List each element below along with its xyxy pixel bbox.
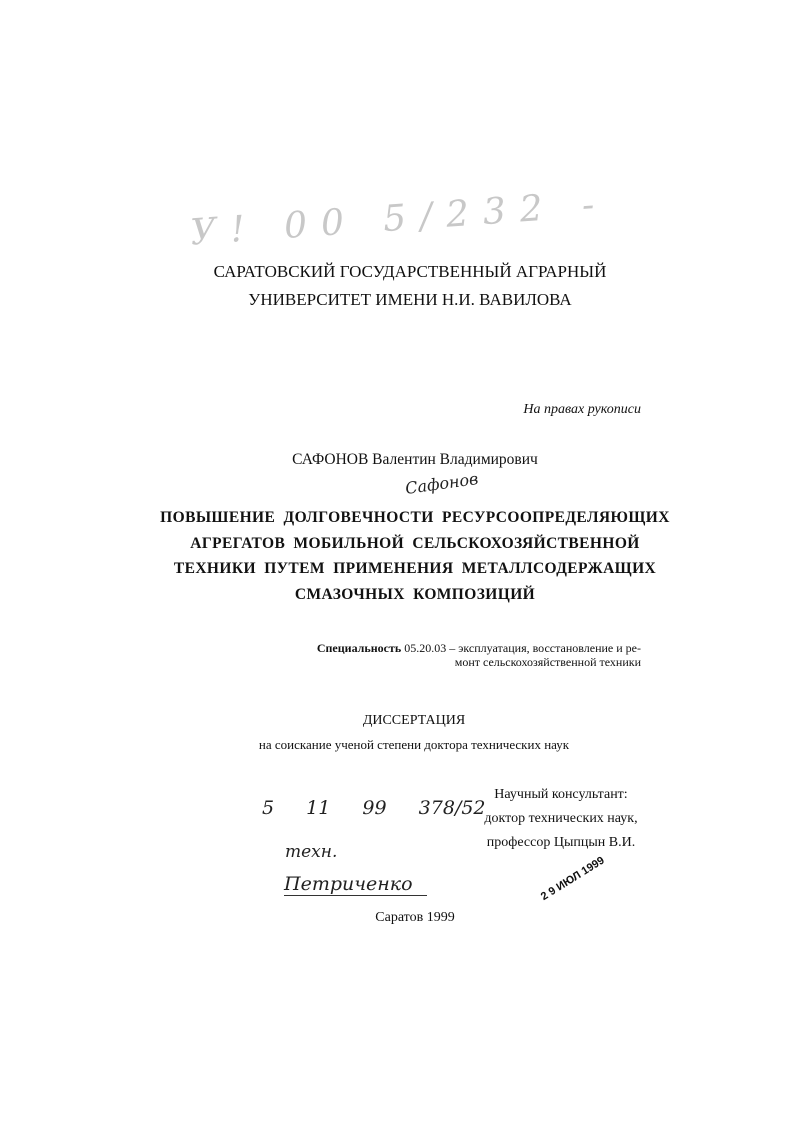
consultant-line-2: доктор технических наук, [484, 811, 638, 826]
pencil-note: У! 00 5/232 - [189, 183, 610, 254]
date-stamp: 2 9 ИЮЛ 1999 [538, 854, 607, 904]
institution-line-1: САРАТОВСКИЙ ГОСУДАРСТВЕННЫЙ АГРАРНЫЙ [213, 262, 607, 281]
title-line-4: СМАЗОЧНЫХ КОМПОЗИЦИЙ [294, 586, 536, 603]
specialty-code: 05.20.03 – эксплуатация, восстановление и ре- [401, 641, 641, 655]
manuscript-rights: На правах рукописи [523, 402, 641, 417]
consultant-line-1: Научный консультант: [494, 787, 628, 802]
title-line-3: ТЕХНИКИ ПУТЕМ ПРИМЕНЕНИЯ МЕТАЛЛСОДЕРЖАЩИХ [173, 560, 657, 577]
author-name: САФОНОВ Валентин Владимирович [292, 451, 538, 468]
doc-type: ДИССЕРТАЦИЯ [362, 713, 466, 728]
degree: на соискание ученой степени доктора технических наук [258, 737, 570, 752]
specialty-label: Специальность [316, 641, 402, 655]
institution-line-2: УНИВЕРСИТЕТ ИМЕНИ Н.И. ВАВИЛОВА [248, 290, 572, 309]
city-year: Саратов 1999 [375, 910, 455, 925]
handwritten-signature: Петриченко [284, 873, 427, 896]
title-line-2: АГРЕГАТОВ МОБИЛЬНОЙ СЕЛЬСКОХОЗЯЙСТВЕННОЙ [190, 535, 640, 552]
author-signature: Сафонов [404, 468, 480, 499]
handwritten-note: техн. [285, 842, 338, 862]
title-line-1: ПОВЫШЕНИЕ ДОЛГОВЕЧНОСТИ РЕСУРСООПРЕДЕЛЯЮЩИХ [160, 509, 670, 526]
consultant-line-3: профессор Цыпцын В.И. [486, 835, 636, 850]
specialty-line-1 [317, 641, 641, 656]
specialty-line-2: монт сельскохозяйственной техники [454, 655, 641, 669]
handwritten-date-code: 5 11 99 378/52 [262, 797, 486, 819]
